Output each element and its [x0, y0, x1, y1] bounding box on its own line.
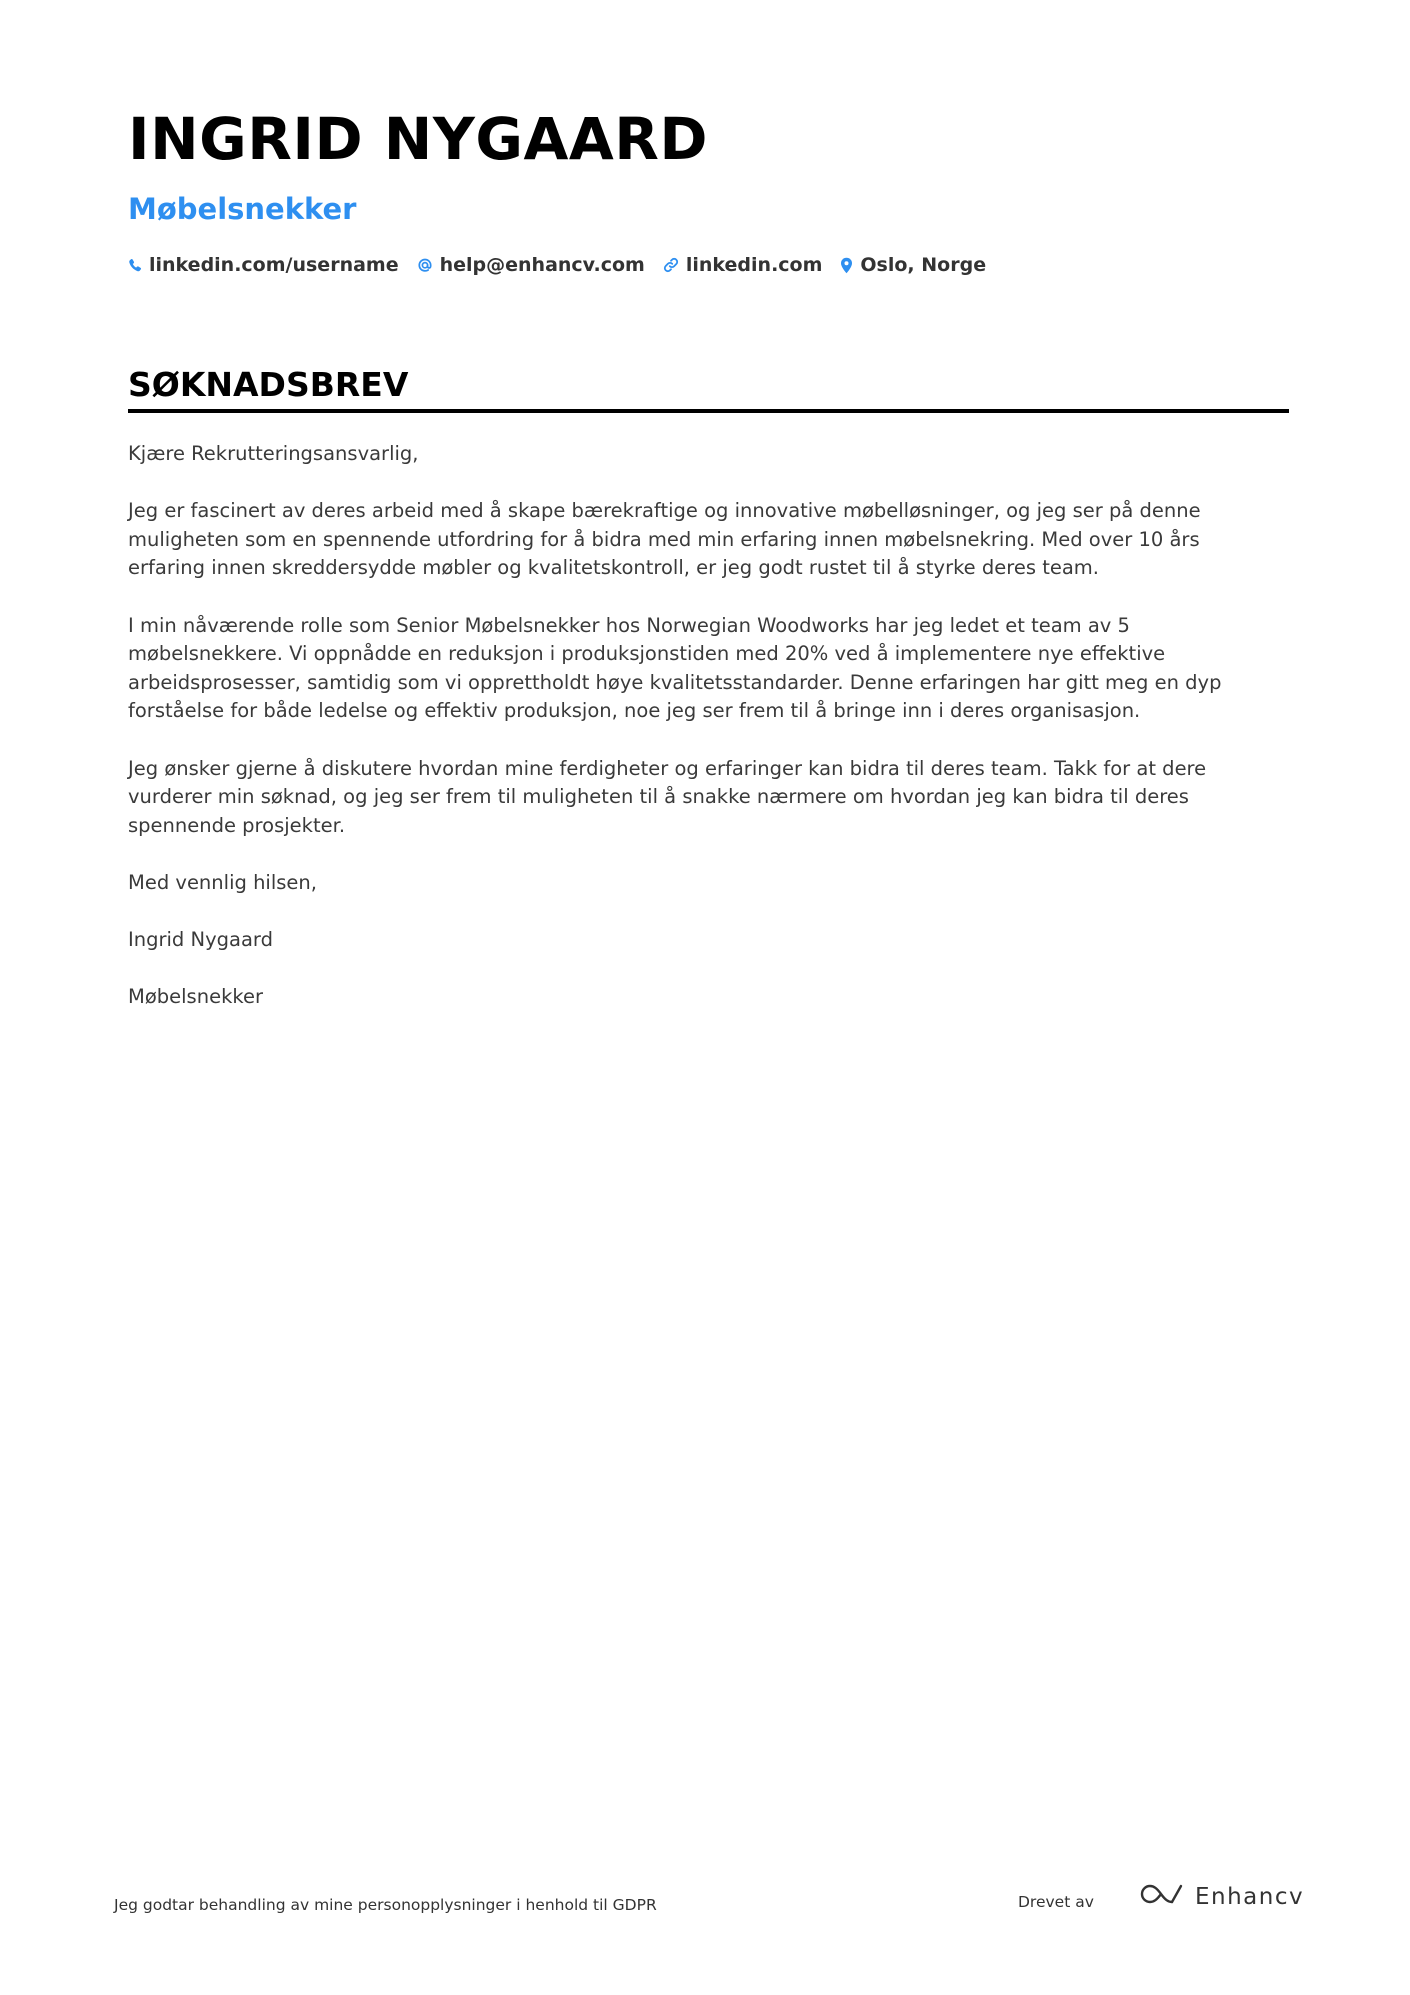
contact-link-text: linkedin.com — [685, 254, 823, 276]
gdpr-consent-text: Jeg godtar behandling av mine personopplysninger i henhold til GDPR — [114, 1896, 657, 1914]
applicant-name: INGRID NYGAARD — [128, 105, 709, 173]
contact-bar — [128, 254, 986, 276]
at-icon — [417, 257, 433, 273]
powered-by-label: Drevet av — [1018, 1893, 1094, 1911]
letter-paragraph: I min nåværende rolle som Senior Møbelsnekker hos Norwegian Woodworks har jeg ledet et team av 5 møbelsnekkere. Vi oppnådde en reduksjon i produksjonstiden med 20% ved å implementere nye effektive arbeidsprosesser, samtidig som vi opprettholdt høye kvalitetsstandarder. Denne erfaringen har gitt meg en dyp forståelse for både ledelse og effektiv produksjon, noe jeg ser frem til å bringe inn i deres organisasjon. — [128, 613, 1222, 723]
signature-name: Ingrid Nygaard — [128, 928, 273, 952]
link-icon — [663, 257, 679, 273]
letter-salutation: Kjære Rekrutteringsansvarlig, — [128, 442, 419, 465]
phone-icon — [128, 258, 142, 273]
contact-location — [840, 254, 986, 276]
section-title: SØKNADSBREV — [128, 365, 409, 404]
letter-closing: Med vennlig hilsen, — [128, 870, 317, 894]
location-pin-icon — [840, 257, 853, 274]
contact-email[interactable] — [417, 254, 645, 276]
contact-phone-text: linkedin.com/username — [149, 254, 399, 276]
applicant-job-title: Møbelsnekker — [128, 192, 357, 226]
contact-location-text: Oslo, Norge — [860, 254, 987, 276]
enhancv-infinity-icon — [1137, 1882, 1185, 1911]
contact-link[interactable] — [663, 254, 823, 276]
letter-paragraph: Jeg er fascinert av deres arbeid med å skape bærekraftige og innovative møbelløsninger, og jeg ser på denne muligheten som en spennende utfordring for å bidra med min erfaring innen møbelsnekring. Med over 10 års erfaring innen skreddersydde møbler og kvalitetskontroll, er jeg godt rustet til å styrke deres team. — [128, 499, 1201, 580]
contact-phone[interactable] — [128, 254, 399, 276]
letter-paragraph: Jeg ønsker gjerne å diskutere hvordan mine ferdigheter og erfaringer kan bidra til deres team. Takk for at dere vurderer min søknad, og jeg ser frem til muligheten til å snakke nærmere om hvordan jeg kan bidra til deres spennende prosjekter. — [128, 756, 1207, 837]
enhancv-logo-text: Enhancv — [1195, 1883, 1305, 1910]
section-divider — [128, 409, 1289, 413]
letter-body — [128, 440, 1248, 1040]
enhancv-logo[interactable] — [1137, 1882, 1304, 1911]
contact-email-text: help@enhancv.com — [439, 254, 645, 276]
signature-title: Møbelsnekker — [128, 985, 263, 1009]
